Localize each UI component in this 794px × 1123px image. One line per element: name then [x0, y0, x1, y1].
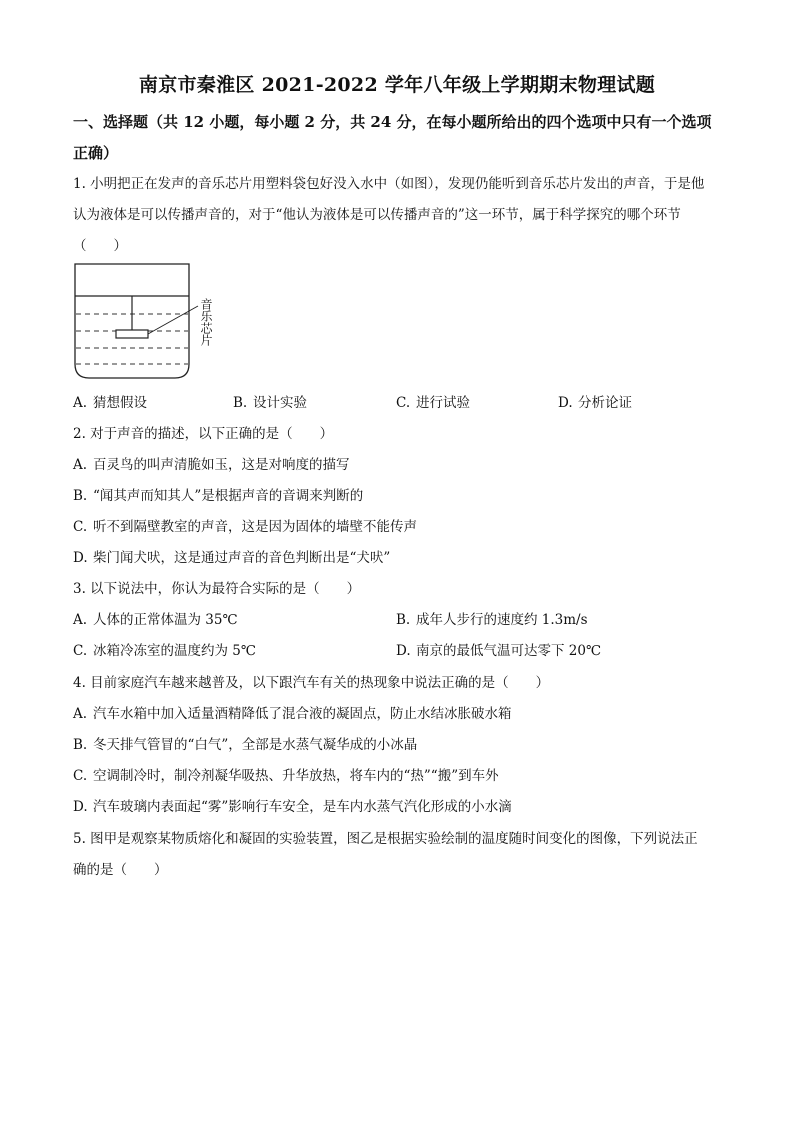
page-title: 南京市秦淮区 2021-2022 学年八年级上学期期末物理试题 [138, 74, 656, 96]
question-2-option-d: D. 柴门闻犬吠，这是通过声音的音色判断出是“犬吠” [73, 550, 391, 566]
question-3-option-a: A. 人体的正常体温为 35℃ [73, 612, 238, 628]
question-2-option-c: C. 听不到隔壁教室的声音，这是因为固体的墙壁不能传声 [73, 519, 417, 535]
question-1-line-3: （ ） [73, 238, 127, 254]
question-4-option-b: B. 冬天排气管冒的“白气”，全部是水蒸气凝华成的小冰晶 [73, 737, 418, 753]
question-1-line-1: 1. 小明把正在发声的音乐芯片用塑料袋包好没入水中（如图），发现仍能听到音乐芯片发出的声音，于是他 [73, 176, 705, 192]
question-2-option-b: B. “闻其声而知其人”是根据声音的音调来判断的 [73, 488, 364, 504]
question-1-option-c: C. 进行试验 [396, 395, 470, 411]
question-1-option-b: B. 设计实验 [233, 395, 307, 411]
question-3-option-c: C. 冰箱冷冻室的温度约为 5℃ [73, 643, 256, 659]
figure-label: 音乐芯片 [199, 298, 213, 346]
question-3-option-b: B. 成年人步行的速度约 1.3m/s [396, 612, 588, 628]
music-chip [116, 330, 148, 338]
question-1-option-d: D. 分析论证 [558, 395, 632, 411]
chip-pointer-line [148, 306, 198, 334]
question-3-stem: 3. 以下说法中，你认为最符合实际的是（ ） [73, 581, 361, 597]
question-5-line-2: 确的是（ ） [73, 862, 168, 878]
question-2-stem: 2. 对于声音的描述，以下正确的是（ ） [73, 426, 334, 442]
question-1-option-a: A. 猜想假设 [73, 395, 147, 411]
question-4-stem: 4. 目前家庭汽车越来越普及，以下跟汽车有关的热现象中说法正确的是（ ） [73, 675, 550, 691]
section-heading: 一、选择题（共 12 小题，每小题 2 分，共 24 分，在每小题所给出的四个选项中只有一个选项正确） [73, 113, 712, 162]
question-3-option-d: D. 南京的最低气温可达零下 20℃ [396, 643, 602, 659]
question-4-option-d: D. 汽车玻璃内表面起“雾”影响行车安全，是车内水蒸气汽化形成的小水滴 [73, 799, 512, 815]
water-container-figure [72, 260, 232, 382]
question-2-option-a: A. 百灵鸟的叫声清脆如玉，这是对响度的描写 [73, 457, 350, 473]
question-1-line-2: 认为液体是可以传播声音的，对于“他认为液体是可以传播声音的”这一环节，属于科学探究的哪个环节 [73, 207, 681, 223]
question-4-option-a: A. 汽车水箱中加入适量酒精降低了混合液的凝固点，防止水结冰胀破水箱 [73, 706, 512, 722]
question-4-option-c: C. 空调制冷时，制冷剂凝华吸热、升华放热，将车内的“热”“搬”到车外 [73, 768, 499, 784]
question-5-line-1: 5. 图甲是观察某物质熔化和凝固的实验装置，图乙是根据实验绘制的温度随时间变化的图像，下列说法正 [73, 831, 698, 847]
